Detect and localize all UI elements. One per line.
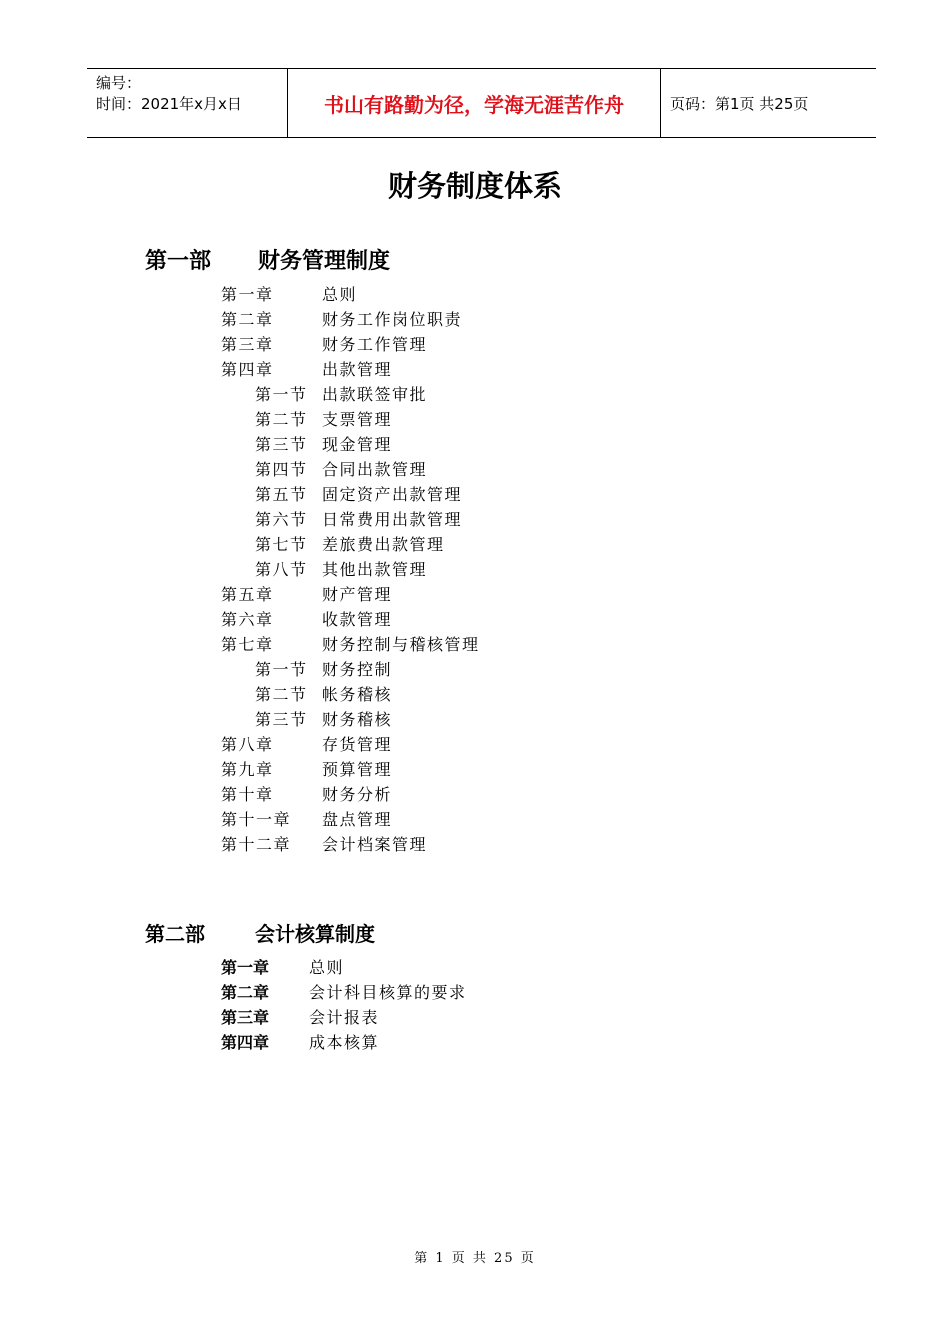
toc-text: 收款管理: [322, 610, 393, 629]
toc-label: 第十二章: [221, 835, 292, 854]
toc-label: 第三章: [221, 1008, 270, 1027]
part-number: 第二部: [145, 922, 205, 946]
toc-text: 合同出款管理: [322, 460, 428, 479]
header-page-info: 页码：第1页 共25页: [670, 94, 809, 113]
toc-label: 第二节: [255, 410, 308, 429]
header-meta: [87, 69, 287, 137]
toc-text: 总则: [309, 958, 345, 977]
document-date-label: 时间：2021年x月x日: [96, 95, 242, 113]
toc-text: 财产管理: [322, 585, 393, 604]
toc-label: 第一节: [255, 660, 308, 679]
toc-text: 会计报表: [309, 1008, 380, 1027]
document-title: 财务制度体系: [387, 169, 562, 203]
toc-label: 第一章: [221, 285, 274, 304]
toc-text: 日常费用出款管理: [322, 510, 463, 529]
page-header: [87, 68, 876, 138]
toc-label: 第三节: [255, 710, 308, 729]
toc-label: 第五章: [221, 585, 274, 604]
toc-label: 第八节: [255, 560, 308, 579]
toc-text: 会计档案管理: [322, 835, 428, 854]
toc-label: 第三节: [255, 435, 308, 454]
toc-label: 第二节: [255, 685, 308, 704]
toc-text: 存货管理: [322, 735, 393, 754]
toc-text: 总则: [322, 285, 358, 304]
toc-label: 第二章: [221, 310, 274, 329]
toc-text: 成本核算: [309, 1033, 380, 1052]
toc-text: 预算管理: [322, 760, 393, 779]
toc-label: 第二章: [221, 983, 270, 1002]
document-number-label: 编号：: [96, 74, 142, 92]
toc-text: 财务工作岗位职责: [322, 310, 463, 329]
toc-label: 第四章: [221, 360, 274, 379]
toc-label: 第七章: [221, 635, 274, 654]
toc-label: 第三章: [221, 335, 274, 354]
toc-label: 第六章: [221, 610, 274, 629]
toc-text: 财务稽核: [322, 710, 393, 729]
toc-text: 财务分析: [322, 785, 393, 804]
toc-text: 会计科目核算的要求: [309, 983, 467, 1002]
toc-text: 财务控制: [322, 660, 393, 679]
part-name: 会计核算制度: [255, 922, 375, 946]
part-heading-2: [145, 918, 375, 947]
toc-text: 盘点管理: [322, 810, 393, 829]
toc-label: 第八章: [221, 735, 274, 754]
toc-text: 差旅费出款管理: [322, 535, 445, 554]
toc-text: 现金管理: [322, 435, 393, 454]
toc-label: 第一章: [221, 958, 270, 977]
toc-label: 第六节: [255, 510, 308, 529]
toc-label: 第十章: [221, 785, 274, 804]
toc-label: 第十一章: [221, 810, 292, 829]
toc-text: 出款管理: [322, 360, 393, 379]
page-footer: 第 1 页 共 25 页: [414, 1251, 536, 1266]
toc-text: 出款联签审批: [322, 385, 428, 404]
toc-label: 第七节: [255, 535, 308, 554]
part-heading-1: [145, 244, 390, 275]
toc-text: 财务工作管理: [322, 335, 428, 354]
toc-label: 第一节: [255, 385, 308, 404]
toc-text: 支票管理: [322, 410, 393, 429]
header-motto: 书山有路勤为径，学海无涯苦作舟: [287, 69, 661, 137]
toc-text: 固定资产出款管理: [322, 485, 463, 504]
toc-label: 第九章: [221, 760, 274, 779]
toc-text: 其他出款管理: [322, 560, 428, 579]
toc-label: 第四章: [221, 1033, 270, 1052]
part-number: 第一部: [145, 249, 212, 274]
toc-label: 第五节: [255, 485, 308, 504]
toc-text: 财务控制与稽核管理: [322, 635, 480, 654]
part-name: 财务管理制度: [258, 249, 391, 274]
toc-label: 第四节: [255, 460, 308, 479]
toc-text: 帐务稽核: [322, 685, 393, 704]
